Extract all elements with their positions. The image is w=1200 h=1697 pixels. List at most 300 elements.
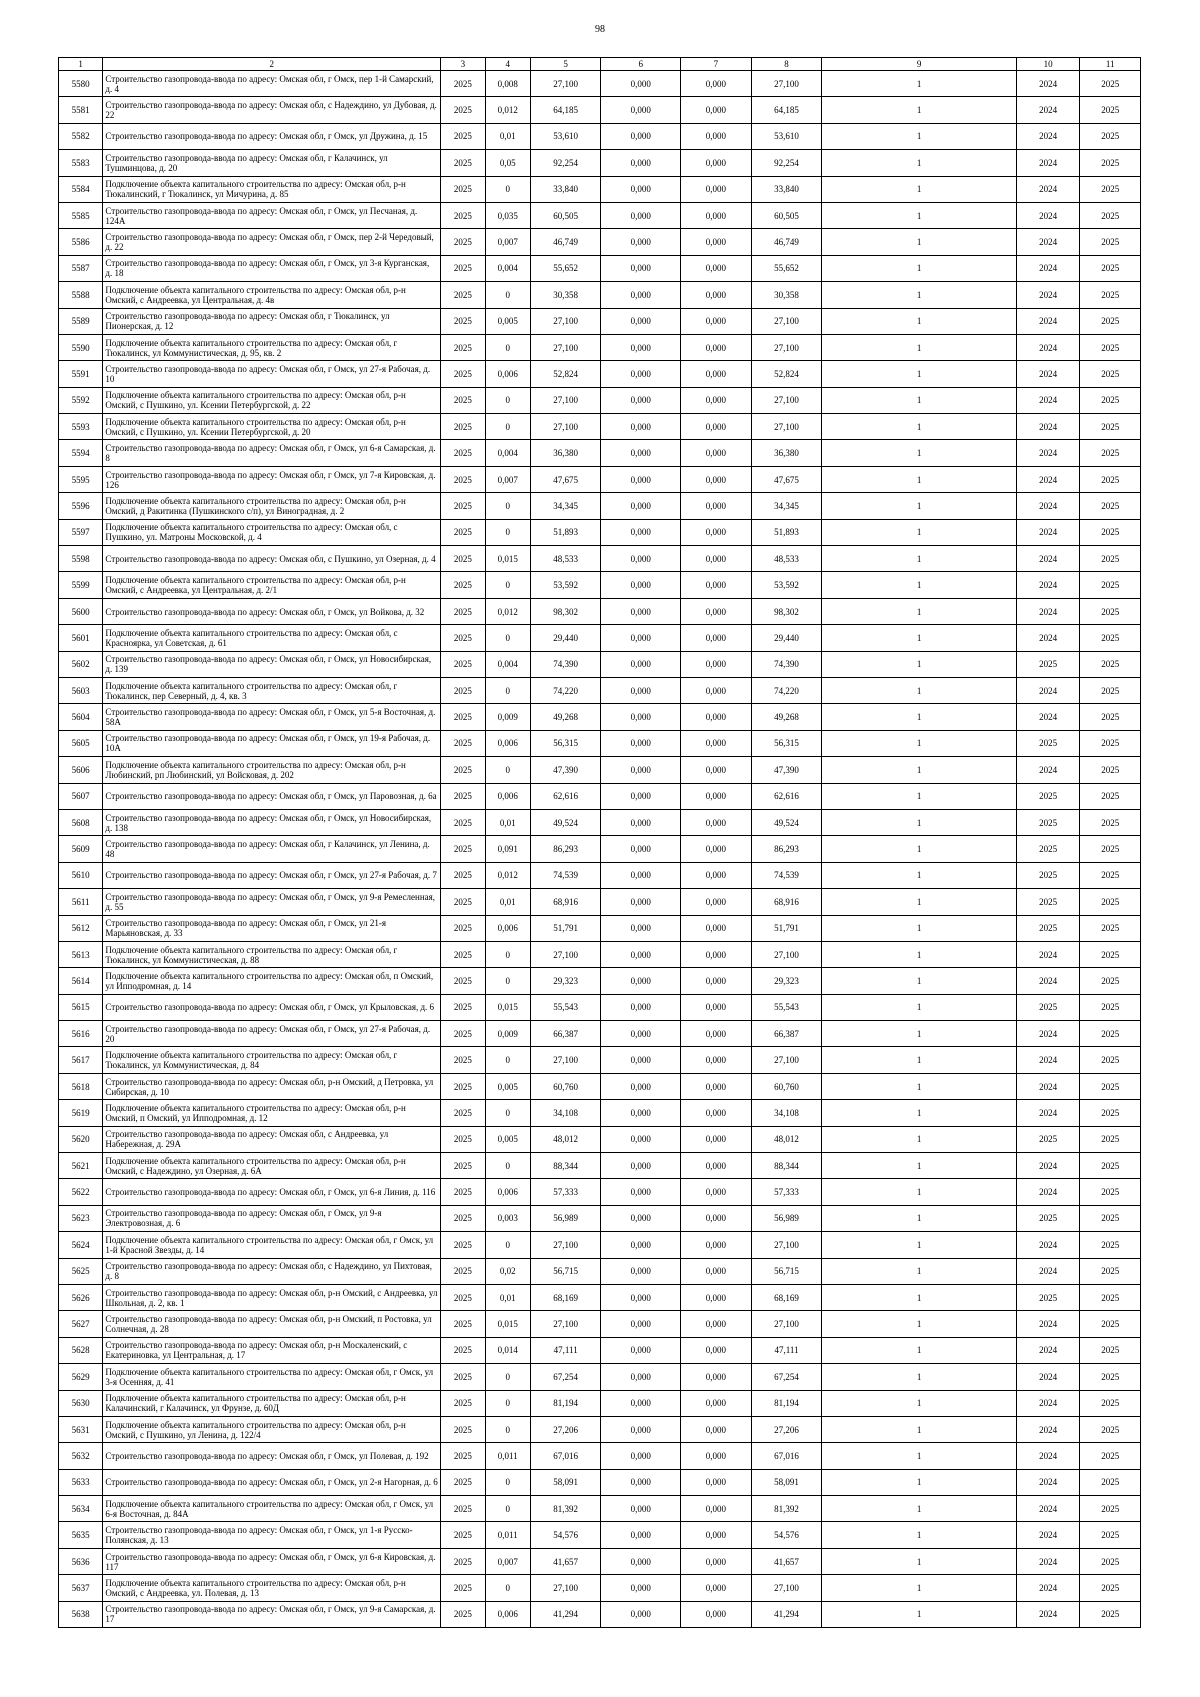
length-value-cell: 0,01 — [485, 1284, 530, 1310]
object-description-cell: Строительство газопровода-ввода по адресу: Омская обл, г Омск, ул 9-я Ремесленная, д. 55 — [103, 889, 441, 915]
start-year-cell: 2025 — [1016, 1126, 1080, 1152]
cost-component-a-cell: 0,000 — [601, 1153, 681, 1179]
cost-total-check-cell: 92,254 — [751, 150, 822, 176]
object-description-cell: Строительство газопровода-ввода по адресу: Омская обл, г Омск, ул 6-я Самарская, д. 8 — [103, 440, 441, 466]
total-cost-cell: 62,616 — [530, 783, 601, 809]
end-year-cell: 2025 — [1080, 176, 1141, 202]
end-year-cell: 2025 — [1080, 387, 1141, 413]
end-year-cell: 2025 — [1080, 783, 1141, 809]
total-cost-cell: 27,100 — [530, 414, 601, 440]
plan-year-cell: 2025 — [441, 97, 485, 123]
plan-year-cell: 2025 — [441, 334, 485, 360]
column-header: 2 — [103, 58, 441, 71]
end-year-cell: 2025 — [1080, 862, 1141, 888]
row-number-cell: 5632 — [59, 1443, 103, 1469]
cost-component-b-cell: 0,000 — [681, 1469, 752, 1495]
end-year-cell: 2025 — [1080, 994, 1141, 1020]
table-row — [59, 71, 1141, 97]
row-number-cell: 5619 — [59, 1100, 103, 1126]
cost-component-a-cell: 0,000 — [601, 889, 681, 915]
quantity-cell: 1 — [822, 862, 1017, 888]
table-row — [59, 968, 1141, 994]
row-number-cell: 5604 — [59, 704, 103, 730]
row-number-cell: 5599 — [59, 572, 103, 598]
table-row — [59, 598, 1141, 624]
quantity-cell: 1 — [822, 757, 1017, 783]
plan-year-cell: 2025 — [441, 994, 485, 1020]
total-cost-cell: 92,254 — [530, 150, 601, 176]
table-row — [59, 1205, 1141, 1231]
cost-component-b-cell: 0,000 — [681, 466, 752, 492]
start-year-cell: 2024 — [1016, 334, 1080, 360]
object-description-cell: Подключение объекта капитального строительства по адресу: Омская обл, р-н Калачинский, г Калачинск, ул Фрунзе, д. 60Д — [103, 1390, 441, 1416]
cost-component-b-cell: 0,000 — [681, 1496, 752, 1522]
cost-component-b-cell: 0,000 — [681, 1021, 752, 1047]
table-row — [59, 704, 1141, 730]
length-value-cell: 0,015 — [485, 546, 530, 572]
cost-component-a-cell: 0,000 — [601, 229, 681, 255]
total-cost-cell: 98,302 — [530, 598, 601, 624]
total-cost-cell: 86,293 — [530, 836, 601, 862]
total-cost-cell: 60,505 — [530, 202, 601, 228]
quantity-cell: 1 — [822, 150, 1017, 176]
table-row — [59, 1021, 1141, 1047]
cost-component-b-cell: 0,000 — [681, 150, 752, 176]
table-row — [59, 1284, 1141, 1310]
row-number-cell: 5580 — [59, 71, 103, 97]
end-year-cell: 2025 — [1080, 308, 1141, 334]
cost-total-check-cell: 34,345 — [751, 493, 822, 519]
cost-component-a-cell: 0,000 — [601, 1522, 681, 1548]
plan-year-cell: 2025 — [441, 968, 485, 994]
row-number-cell: 5593 — [59, 414, 103, 440]
plan-year-cell: 2025 — [441, 493, 485, 519]
quantity-cell: 1 — [822, 783, 1017, 809]
row-number-cell: 5613 — [59, 941, 103, 967]
total-cost-cell: 56,989 — [530, 1205, 601, 1231]
table-row — [59, 757, 1141, 783]
cost-component-a-cell: 0,000 — [601, 968, 681, 994]
cost-total-check-cell: 27,100 — [751, 334, 822, 360]
row-number-cell: 5584 — [59, 176, 103, 202]
table-row — [59, 466, 1141, 492]
total-cost-cell: 48,012 — [530, 1126, 601, 1152]
cost-total-check-cell: 57,333 — [751, 1179, 822, 1205]
cost-component-a-cell: 0,000 — [601, 546, 681, 572]
end-year-cell: 2025 — [1080, 1575, 1141, 1601]
plan-year-cell: 2025 — [441, 1575, 485, 1601]
length-value-cell: 0 — [485, 968, 530, 994]
plan-year-cell: 2025 — [441, 1205, 485, 1231]
plan-year-cell: 2025 — [441, 1496, 485, 1522]
object-description-cell: Подключение объекта капитального строительства по адресу: Омская обл, г Тюкалинск, пер Северный, д. 4, кв. 3 — [103, 677, 441, 703]
length-value-cell: 0,004 — [485, 255, 530, 281]
quantity-cell: 1 — [822, 387, 1017, 413]
cost-total-check-cell: 27,100 — [751, 941, 822, 967]
length-value-cell: 0 — [485, 493, 530, 519]
total-cost-cell: 27,100 — [530, 941, 601, 967]
cost-component-b-cell: 0,000 — [681, 994, 752, 1020]
cost-component-b-cell: 0,000 — [681, 730, 752, 756]
total-cost-cell: 51,791 — [530, 915, 601, 941]
plan-year-cell: 2025 — [441, 730, 485, 756]
object-description-cell: Строительство газопровода-ввода по адресу: Омская обл, г Омск, ул 21-я Марьяновская, д. 33 — [103, 915, 441, 941]
row-number-cell: 5601 — [59, 625, 103, 651]
total-cost-cell: 46,749 — [530, 229, 601, 255]
cost-total-check-cell: 62,616 — [751, 783, 822, 809]
plan-year-cell: 2025 — [441, 1232, 485, 1258]
object-description-cell: Подключение объекта капитального строительства по адресу: Омская обл, г Омск, ул 3-я Осенняя, д. 41 — [103, 1364, 441, 1390]
table-row — [59, 202, 1141, 228]
quantity-cell: 1 — [822, 1575, 1017, 1601]
row-number-cell: 5590 — [59, 334, 103, 360]
table-row — [59, 229, 1141, 255]
cost-component-b-cell: 0,000 — [681, 625, 752, 651]
cost-total-check-cell: 46,749 — [751, 229, 822, 255]
object-description-cell: Строительство газопровода-ввода по адресу: Омская обл, г Омск, ул Новосибирская, д. 139 — [103, 651, 441, 677]
column-number-row — [59, 58, 1141, 71]
row-number-cell: 5634 — [59, 1496, 103, 1522]
plan-year-cell: 2025 — [441, 1311, 485, 1337]
row-number-cell: 5589 — [59, 308, 103, 334]
start-year-cell: 2024 — [1016, 414, 1080, 440]
end-year-cell: 2025 — [1080, 123, 1141, 149]
quantity-cell: 1 — [822, 1601, 1017, 1627]
table-row — [59, 493, 1141, 519]
length-value-cell: 0 — [485, 941, 530, 967]
cost-total-check-cell: 81,194 — [751, 1390, 822, 1416]
cost-component-b-cell: 0,000 — [681, 229, 752, 255]
object-description-cell: Строительство газопровода-ввода по адресу: Омская обл, г Омск, ул Песчаная, д. 124А — [103, 202, 441, 228]
length-value-cell: 0 — [485, 1047, 530, 1073]
length-value-cell: 0 — [485, 1100, 530, 1126]
cost-total-check-cell: 68,916 — [751, 889, 822, 915]
quantity-cell: 1 — [822, 941, 1017, 967]
cost-component-b-cell: 0,000 — [681, 809, 752, 835]
end-year-cell: 2025 — [1080, 941, 1141, 967]
row-number-cell: 5626 — [59, 1284, 103, 1310]
total-cost-cell: 27,100 — [530, 1047, 601, 1073]
quantity-cell: 1 — [822, 1073, 1017, 1099]
cost-total-check-cell: 29,440 — [751, 625, 822, 651]
quantity-cell: 1 — [822, 1522, 1017, 1548]
length-value-cell: 0,007 — [485, 466, 530, 492]
table-row — [59, 255, 1141, 281]
quantity-cell: 1 — [822, 1232, 1017, 1258]
plan-year-cell: 2025 — [441, 889, 485, 915]
end-year-cell: 2025 — [1080, 836, 1141, 862]
cost-total-check-cell: 34,108 — [751, 1100, 822, 1126]
cost-total-check-cell: 27,100 — [751, 1047, 822, 1073]
plan-year-cell: 2025 — [441, 1047, 485, 1073]
end-year-cell: 2025 — [1080, 1496, 1141, 1522]
total-cost-cell: 41,657 — [530, 1548, 601, 1574]
end-year-cell: 2025 — [1080, 202, 1141, 228]
length-value-cell: 0 — [485, 176, 530, 202]
cost-total-check-cell: 48,012 — [751, 1126, 822, 1152]
start-year-cell: 2024 — [1016, 202, 1080, 228]
cost-component-b-cell: 0,000 — [681, 519, 752, 545]
start-year-cell: 2024 — [1016, 1232, 1080, 1258]
start-year-cell: 2024 — [1016, 123, 1080, 149]
length-value-cell: 0 — [485, 414, 530, 440]
cost-component-a-cell: 0,000 — [601, 1284, 681, 1310]
end-year-cell: 2025 — [1080, 1522, 1141, 1548]
quantity-cell: 1 — [822, 1469, 1017, 1495]
cost-component-a-cell: 0,000 — [601, 202, 681, 228]
cost-total-check-cell: 27,100 — [751, 414, 822, 440]
cost-total-check-cell: 74,539 — [751, 862, 822, 888]
length-value-cell: 0 — [485, 1469, 530, 1495]
cost-component-a-cell: 0,000 — [601, 1179, 681, 1205]
quantity-cell: 1 — [822, 809, 1017, 835]
row-number-cell: 5598 — [59, 546, 103, 572]
end-year-cell: 2025 — [1080, 1469, 1141, 1495]
page-number: 98 — [595, 24, 605, 35]
total-cost-cell: 29,323 — [530, 968, 601, 994]
plan-year-cell: 2025 — [441, 572, 485, 598]
cost-component-b-cell: 0,000 — [681, 1153, 752, 1179]
cost-component-a-cell: 0,000 — [601, 1443, 681, 1469]
total-cost-cell: 49,524 — [530, 809, 601, 835]
object-description-cell: Строительство газопровода-ввода по адресу: Омская обл, г Омск, ул 1-я Русско-Полянская, д. 13 — [103, 1522, 441, 1548]
cost-component-b-cell: 0,000 — [681, 255, 752, 281]
row-number-cell: 5592 — [59, 387, 103, 413]
object-description-cell: Подключение объекта капитального строительства по адресу: Омская обл, р-н Омский, с Андреевка, ул Центральная, д. 2/1 — [103, 572, 441, 598]
total-cost-cell: 27,100 — [530, 308, 601, 334]
cost-component-b-cell: 0,000 — [681, 1311, 752, 1337]
column-header: 11 — [1080, 58, 1141, 71]
cost-component-a-cell: 0,000 — [601, 704, 681, 730]
start-year-cell: 2025 — [1016, 1284, 1080, 1310]
plan-year-cell: 2025 — [441, 519, 485, 545]
table-row — [59, 1601, 1141, 1627]
total-cost-cell: 47,111 — [530, 1337, 601, 1363]
total-cost-cell: 56,315 — [530, 730, 601, 756]
length-value-cell: 0 — [485, 677, 530, 703]
cost-component-a-cell: 0,000 — [601, 334, 681, 360]
cost-total-check-cell: 64,185 — [751, 97, 822, 123]
plan-year-cell: 2025 — [441, 255, 485, 281]
cost-total-check-cell: 74,220 — [751, 677, 822, 703]
cost-component-b-cell: 0,000 — [681, 915, 752, 941]
object-description-cell: Строительство газопровода-ввода по адресу: Омская обл, с Надеждино, ул Пихтовая, д. 8 — [103, 1258, 441, 1284]
quantity-cell: 1 — [822, 572, 1017, 598]
start-year-cell: 2024 — [1016, 1311, 1080, 1337]
start-year-cell: 2024 — [1016, 1364, 1080, 1390]
plan-year-cell: 2025 — [441, 1469, 485, 1495]
quantity-cell: 1 — [822, 440, 1017, 466]
cost-component-a-cell: 0,000 — [601, 361, 681, 387]
plan-year-cell: 2025 — [441, 1021, 485, 1047]
quantity-cell: 1 — [822, 625, 1017, 651]
total-cost-cell: 53,592 — [530, 572, 601, 598]
total-cost-cell: 47,390 — [530, 757, 601, 783]
cost-component-b-cell: 0,000 — [681, 757, 752, 783]
table-row — [59, 361, 1141, 387]
object-description-cell: Строительство газопровода-ввода по адресу: Омская обл, г Тюкалинск, ул Пионерская, д. 12 — [103, 308, 441, 334]
table-row — [59, 414, 1141, 440]
cost-component-b-cell: 0,000 — [681, 1337, 752, 1363]
length-value-cell: 0 — [485, 1575, 530, 1601]
start-year-cell: 2025 — [1016, 915, 1080, 941]
quantity-cell: 1 — [822, 361, 1017, 387]
quantity-cell: 1 — [822, 968, 1017, 994]
column-header: 5 — [530, 58, 601, 71]
end-year-cell: 2025 — [1080, 255, 1141, 281]
length-value-cell: 0 — [485, 387, 530, 413]
cost-component-b-cell: 0,000 — [681, 677, 752, 703]
cost-component-b-cell: 0,000 — [681, 1100, 752, 1126]
quantity-cell: 1 — [822, 1179, 1017, 1205]
cost-component-a-cell: 0,000 — [601, 651, 681, 677]
total-cost-cell: 67,016 — [530, 1443, 601, 1469]
cost-component-a-cell: 0,000 — [601, 1601, 681, 1627]
quantity-cell: 1 — [822, 994, 1017, 1020]
total-cost-cell: 33,840 — [530, 176, 601, 202]
length-value-cell: 0,006 — [485, 783, 530, 809]
object-description-cell: Строительство газопровода-ввода по адресу: Омская обл, г Омск, ул Дружина, д. 15 — [103, 123, 441, 149]
plan-year-cell: 2025 — [441, 229, 485, 255]
total-cost-cell: 68,916 — [530, 889, 601, 915]
column-header: 4 — [485, 58, 530, 71]
total-cost-cell: 36,380 — [530, 440, 601, 466]
quantity-cell: 1 — [822, 229, 1017, 255]
start-year-cell: 2024 — [1016, 1337, 1080, 1363]
cost-component-a-cell: 0,000 — [601, 915, 681, 941]
start-year-cell: 2024 — [1016, 282, 1080, 308]
object-description-cell: Подключение объекта капитального строительства по адресу: Омская обл, р-н Омский, с Пушкино, ул. Ксении Петербургской, д. 22 — [103, 387, 441, 413]
total-cost-cell: 67,254 — [530, 1364, 601, 1390]
cost-total-check-cell: 58,091 — [751, 1469, 822, 1495]
column-header: 6 — [601, 58, 681, 71]
length-value-cell: 0,006 — [485, 1179, 530, 1205]
plan-year-cell: 2025 — [441, 202, 485, 228]
start-year-cell: 2025 — [1016, 889, 1080, 915]
end-year-cell: 2025 — [1080, 677, 1141, 703]
row-number-cell: 5587 — [59, 255, 103, 281]
object-description-cell: Строительство газопровода-ввода по адресу: Омская обл, с Надеждино, ул Дубовая, д. 22 — [103, 97, 441, 123]
cost-component-a-cell: 0,000 — [601, 1548, 681, 1574]
quantity-cell: 1 — [822, 466, 1017, 492]
length-value-cell: 0,004 — [485, 440, 530, 466]
row-number-cell: 5610 — [59, 862, 103, 888]
row-number-cell: 5583 — [59, 150, 103, 176]
cost-component-b-cell: 0,000 — [681, 361, 752, 387]
object-description-cell: Подключение объекта капитального строительства по адресу: Омская обл, р-н Омский, с Андреевка, ул Центральная, д. 4в — [103, 282, 441, 308]
object-description-cell: Подключение объекта капитального строительства по адресу: Омская обл, р-н Омский, п Омский, ул Ипподромная, д. 12 — [103, 1100, 441, 1126]
row-number-cell: 5631 — [59, 1416, 103, 1442]
cost-total-check-cell: 53,592 — [751, 572, 822, 598]
cost-component-a-cell: 0,000 — [601, 97, 681, 123]
start-year-cell: 2025 — [1016, 994, 1080, 1020]
cost-total-check-cell: 81,392 — [751, 1496, 822, 1522]
plan-year-cell: 2025 — [441, 361, 485, 387]
quantity-cell: 1 — [822, 836, 1017, 862]
total-cost-cell: 27,100 — [530, 334, 601, 360]
object-description-cell: Строительство газопровода-ввода по адресу: Омская обл, г Омск, ул 2-я Нагорная, д. 6 — [103, 1469, 441, 1495]
cost-component-b-cell: 0,000 — [681, 414, 752, 440]
total-cost-cell: 52,824 — [530, 361, 601, 387]
start-year-cell: 2024 — [1016, 1548, 1080, 1574]
table-row — [59, 651, 1141, 677]
cost-component-b-cell: 0,000 — [681, 1443, 752, 1469]
end-year-cell: 2025 — [1080, 968, 1141, 994]
object-description-cell: Строительство газопровода-ввода по адресу: Омская обл, с Пушкино, ул Озерная, д. 4 — [103, 546, 441, 572]
cost-component-b-cell: 0,000 — [681, 1258, 752, 1284]
row-number-cell: 5615 — [59, 994, 103, 1020]
start-year-cell: 2024 — [1016, 97, 1080, 123]
cost-component-b-cell: 0,000 — [681, 387, 752, 413]
quantity-cell: 1 — [822, 1443, 1017, 1469]
row-number-cell: 5617 — [59, 1047, 103, 1073]
cost-component-a-cell: 0,000 — [601, 1496, 681, 1522]
cost-component-a-cell: 0,000 — [601, 1100, 681, 1126]
length-value-cell: 0,006 — [485, 915, 530, 941]
start-year-cell: 2024 — [1016, 1575, 1080, 1601]
cost-component-a-cell: 0,000 — [601, 1364, 681, 1390]
quantity-cell: 1 — [822, 546, 1017, 572]
start-year-cell: 2024 — [1016, 1496, 1080, 1522]
length-value-cell: 0,004 — [485, 651, 530, 677]
end-year-cell: 2025 — [1080, 598, 1141, 624]
total-cost-cell: 66,387 — [530, 1021, 601, 1047]
quantity-cell: 1 — [822, 730, 1017, 756]
column-header: 8 — [751, 58, 822, 71]
end-year-cell: 2025 — [1080, 1364, 1141, 1390]
cost-component-a-cell: 0,000 — [601, 123, 681, 149]
cost-component-b-cell: 0,000 — [681, 1364, 752, 1390]
length-value-cell: 0,014 — [485, 1337, 530, 1363]
table-row — [59, 1496, 1141, 1522]
row-number-cell: 5611 — [59, 889, 103, 915]
cost-component-a-cell: 0,000 — [601, 677, 681, 703]
start-year-cell: 2024 — [1016, 1153, 1080, 1179]
start-year-cell: 2024 — [1016, 1390, 1080, 1416]
plan-year-cell: 2025 — [441, 598, 485, 624]
total-cost-cell: 68,169 — [530, 1284, 601, 1310]
start-year-cell: 2024 — [1016, 704, 1080, 730]
cost-total-check-cell: 48,533 — [751, 546, 822, 572]
table-row — [59, 387, 1141, 413]
row-number-cell: 5612 — [59, 915, 103, 941]
plan-year-cell: 2025 — [441, 757, 485, 783]
cost-component-a-cell: 0,000 — [601, 466, 681, 492]
cost-component-b-cell: 0,000 — [681, 704, 752, 730]
table-row — [59, 1311, 1141, 1337]
table-row — [59, 1258, 1141, 1284]
cost-total-check-cell: 68,169 — [751, 1284, 822, 1310]
cost-component-b-cell: 0,000 — [681, 282, 752, 308]
cost-component-b-cell: 0,000 — [681, 836, 752, 862]
table-row — [59, 1443, 1141, 1469]
cost-total-check-cell: 60,760 — [751, 1073, 822, 1099]
end-year-cell: 2025 — [1080, 651, 1141, 677]
table-row — [59, 1337, 1141, 1363]
quantity-cell: 1 — [822, 1311, 1017, 1337]
cost-total-check-cell: 30,358 — [751, 282, 822, 308]
row-number-cell: 5620 — [59, 1126, 103, 1152]
cost-component-a-cell: 0,000 — [601, 1047, 681, 1073]
table-row — [59, 809, 1141, 835]
object-description-cell: Подключение объекта капитального строительства по адресу: Омская обл, г Тюкалинск, ул Коммунистическая, д. 95, кв. 2 — [103, 334, 441, 360]
cost-component-b-cell: 0,000 — [681, 1601, 752, 1627]
start-year-cell: 2024 — [1016, 1522, 1080, 1548]
total-cost-cell: 56,715 — [530, 1258, 601, 1284]
cost-component-b-cell: 0,000 — [681, 889, 752, 915]
plan-year-cell: 2025 — [441, 677, 485, 703]
object-description-cell: Подключение объекта капитального строительства по адресу: Омская обл, р-н Омский, с Надеждино, ул Озерная, д. 6А — [103, 1153, 441, 1179]
